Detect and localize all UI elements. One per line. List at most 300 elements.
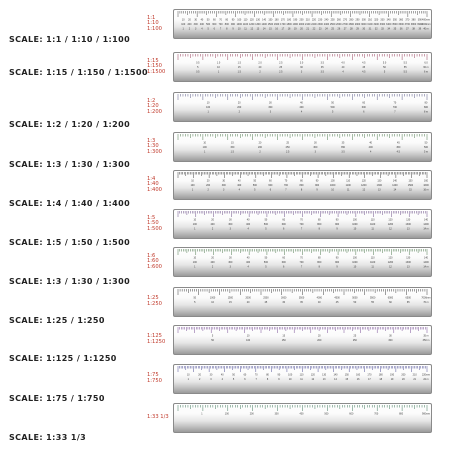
- ruler-tick-label: 26: [337, 27, 341, 31]
- ruler-tick-label: 130: [406, 218, 411, 222]
- ruler-tick-label: 500: [206, 23, 211, 26]
- ruler-tick-label: 8: [318, 265, 320, 269]
- scale-label: SCALE: 1:15 / 1:150 / 1:1500: [9, 68, 148, 77]
- ruler-tick-label: 30: [313, 141, 317, 145]
- ruler-tick-label: 210: [305, 18, 310, 22]
- ruler-tick-label: 13: [256, 27, 260, 31]
- ruler-tick-label: 2.5: [279, 70, 283, 74]
- ruler-tick-label: 100: [190, 184, 195, 187]
- ruler-tick-label: 500: [324, 412, 329, 416]
- ruler-tick-label: 14: [262, 27, 266, 31]
- ruler-tick-label: 8: [266, 378, 269, 381]
- ruler-tick-label: 21: [413, 378, 417, 381]
- ruler-tick-label: 40: [317, 301, 321, 304]
- ruler-tick-label: 600: [268, 184, 273, 187]
- scale-ratio: 1:250: [147, 300, 162, 307]
- ruler-tick-label: 600: [349, 412, 354, 416]
- ruler-tick-label: 400: [199, 23, 204, 26]
- ruler-tick-label: 1: [191, 188, 194, 192]
- ruler-tick-label: 80: [300, 179, 303, 183]
- ruler-tick-label: 1500: [267, 23, 274, 26]
- ruler-tick-label: 40: [246, 218, 250, 222]
- ruler-tick-label: 2: [238, 110, 240, 114]
- ruler-tick-label: 300: [268, 106, 273, 109]
- ruler-tick-label: 3500: [298, 296, 305, 300]
- ruler-tick-label: 250: [285, 146, 290, 149]
- ruler-tick-label: 3.5: [320, 61, 324, 65]
- ruler-graphic: [174, 248, 431, 276]
- ruler-tick-label: 50: [253, 179, 257, 183]
- ruler-tick-label: 180: [378, 373, 383, 377]
- ruler-tick-label: 36: [399, 27, 403, 31]
- ruler-tick-label: 1000: [329, 184, 336, 187]
- scale-ratio-stack: [147, 216, 162, 233]
- ruler-tick-label: 400: [299, 412, 304, 416]
- ruler-tick-label: 130: [255, 18, 260, 22]
- scale-ratio: 1:1250: [147, 338, 166, 345]
- ruler-tick-label: 35: [300, 301, 303, 304]
- ruler-tick-label: 800: [317, 223, 322, 226]
- ruler-tick-label: 800: [224, 23, 229, 26]
- ruler-tick-label: 12: [311, 378, 315, 381]
- ruler-tick-label: 10: [211, 301, 214, 304]
- ruler-tick-label: 500: [252, 184, 257, 187]
- ruler-tick-label: 38: [412, 27, 415, 31]
- ruler-tick-label: 1300: [255, 23, 261, 26]
- ruler-tick-label: 30: [362, 27, 366, 31]
- scale-ratio: 1:30: [147, 143, 159, 150]
- ruler-tick-label: 60: [243, 373, 247, 377]
- ruler-tick-label: 390: [417, 18, 422, 22]
- ruler-tick-label: 110: [346, 179, 351, 183]
- ruler-tick-label: 700: [283, 184, 288, 187]
- ruler-tick-label: 2100: [305, 23, 311, 26]
- ruler-tick-label: 37: [405, 27, 409, 31]
- ruler-tick-label: 15: [282, 334, 286, 338]
- ruler-tick-label: 3.0: [299, 61, 304, 65]
- ruler-tick-label: 170: [280, 18, 285, 22]
- ruler-tick-label: 100: [192, 223, 197, 226]
- ruler-tick-label: 160: [356, 373, 361, 377]
- ruler-tick-label: 60 m: [423, 66, 429, 69]
- ruler-tick-label: 600: [281, 223, 286, 226]
- ruler-tick-label: 6: [283, 227, 285, 231]
- ruler-tick-label: 2200: [311, 23, 317, 26]
- ruler-tick-label: 3300: [379, 23, 386, 26]
- ruler-tick-label: 80: [225, 18, 229, 22]
- ruler-tick-label: 1400: [423, 223, 429, 226]
- ruler-tick-label: 22 m: [423, 378, 429, 381]
- ruler-tick-label: 6: [269, 188, 272, 192]
- ruler-tick-label: 20: [300, 27, 303, 31]
- ruler-tick-label: 1100: [242, 23, 249, 26]
- ruler-tick-label: 400: [368, 146, 373, 149]
- ruler-tick-label: 400: [237, 184, 242, 187]
- ruler-tick-label: 70: [219, 18, 222, 22]
- ruler-tick-label: 1500: [227, 296, 234, 300]
- ruler-tick-label: 400: [299, 106, 304, 109]
- ruler-tick-label: 140: [333, 373, 338, 377]
- ruler-tick-label: 190: [293, 18, 298, 22]
- scale-ratio-stack: [147, 99, 162, 116]
- ruler-tick-label: 340: [386, 18, 391, 22]
- ruler-tick-label: 1000: [209, 296, 216, 300]
- ruler-tick-label: 1.5: [230, 150, 234, 154]
- ruler-tick-label: 14: [393, 188, 397, 192]
- ruler-tick-label: 5000: [352, 296, 358, 300]
- ruler-tick-label: 30: [229, 256, 232, 260]
- ruler-tick-label: 30: [229, 218, 232, 222]
- ruler-tick-label: 1300: [405, 223, 411, 226]
- ruler-tick-label: 2: [211, 265, 214, 269]
- ruler-tick-label: 1300: [376, 184, 382, 187]
- scale-label: SCALE: 1:25 / 1:250: [9, 316, 105, 325]
- ruler-tick-label: 4: [369, 150, 372, 154]
- ruler-tick-label: 15: [237, 66, 241, 69]
- scale-ratio: 1:40: [147, 181, 159, 188]
- scale-label: SCALE: 1:3 / 1:30 / 1:300: [9, 277, 131, 286]
- ruler-tick-label: 70 m: [423, 301, 429, 304]
- ruler-tick-label: 3600: [398, 23, 404, 26]
- scale-ratio: 1:150: [147, 63, 162, 70]
- ruler-tick-label: 20: [258, 141, 262, 145]
- ruler-tick-label: 30: [194, 18, 198, 22]
- ruler-tick-label: 350 m: [422, 339, 430, 342]
- ruler-tick-label: 280: [349, 18, 354, 22]
- ruler-tick-label: 140: [424, 256, 428, 260]
- ruler-tick-label: 15: [409, 188, 412, 192]
- ruler-tick-label: 10: [186, 373, 190, 377]
- ruler-tick-label: 6: [363, 110, 365, 114]
- ruler-graphic: [174, 53, 431, 81]
- scale-ratio-stack: [147, 254, 162, 271]
- ruler-tick-label: 40 m: [423, 27, 429, 31]
- ruler-tick-label: 0.5: [196, 61, 200, 65]
- ruler-tick-label: 11: [346, 188, 350, 192]
- ruler-tick-label: 16: [356, 378, 360, 381]
- ruler-tick-label: 5: [207, 27, 209, 31]
- ruler-tick-label: 800: [299, 184, 304, 187]
- ruler-tick-label: 1500: [407, 184, 414, 187]
- ruler-tick-label: 3: [223, 188, 225, 192]
- ruler-tick-label: 270: [343, 18, 348, 22]
- scale-ruler: [173, 9, 432, 39]
- scale-ratio-stack: [147, 59, 165, 76]
- scale-ruler: [173, 92, 432, 122]
- ruler-tick-label: 200: [210, 261, 215, 264]
- ruler-tick-label: 120: [361, 179, 366, 183]
- ruler-tick-label: 110: [243, 18, 248, 22]
- ruler-tick-label: 700: [218, 23, 223, 26]
- ruler-tick-label: 1600: [423, 184, 429, 187]
- ruler-tick-label: 10: [246, 334, 250, 338]
- ruler-tick-label: 5: [254, 188, 256, 192]
- ruler-tick-label: 2900: [354, 23, 361, 26]
- ruler-tick-label: 10: [191, 179, 194, 183]
- ruler-tick-label: 110: [370, 218, 375, 222]
- ruler-tick-label: 65: [406, 301, 410, 304]
- ruler-tick-label: 2000: [245, 296, 251, 300]
- ruler-tick-label: 10: [203, 141, 207, 145]
- ruler-tick-label: 400mm: [422, 18, 430, 22]
- ruler-tick-label: 40: [300, 101, 303, 105]
- ruler-tick-label: 700: [392, 106, 397, 109]
- ruler-tick-label: 10: [217, 66, 220, 69]
- ruler-tick-label: 25: [279, 66, 283, 69]
- ruler-tick-label: 200: [187, 23, 192, 26]
- ruler-tick-label: 140: [424, 218, 428, 222]
- ruler-graphic: [174, 133, 431, 161]
- ruler-graphic: [174, 404, 431, 432]
- ruler-tick-label: 700: [299, 261, 304, 264]
- ruler-tick-label: 5.5: [403, 61, 407, 65]
- scale-ratio: 1:20: [147, 103, 159, 110]
- ruler-graphic: [174, 365, 431, 393]
- ruler-tick-label: 20: [206, 179, 210, 183]
- scale-ruler: [173, 170, 432, 200]
- scale-ratio: 1:1500: [147, 68, 166, 75]
- ruler-tick-label: 5.5: [403, 70, 407, 74]
- ruler-tick-label: 1400: [392, 184, 398, 187]
- ruler-tick-label: 10: [288, 378, 292, 381]
- ruler-tick-label: 7: [285, 188, 287, 192]
- ruler-tick-label: 14 m: [423, 227, 429, 231]
- ruler-tick-label: 40: [341, 66, 345, 69]
- ruler-tick-label: 5: [265, 265, 267, 269]
- ruler-tick-label: 100: [288, 373, 293, 377]
- ruler-tick-label: 5: [194, 301, 196, 304]
- ruler-tick-label: 4.5: [362, 61, 366, 65]
- ruler-tick-label: 120: [388, 218, 393, 222]
- scale-ratio: 1:750: [147, 377, 162, 384]
- ruler-tick-label: 5.0: [382, 61, 387, 65]
- ruler-tick-label: 5500: [369, 296, 376, 300]
- ruler-tick-label: 3.5: [320, 70, 324, 74]
- scale-ratio-stack: [147, 334, 165, 345]
- ruler-tick-label: 600: [281, 261, 286, 264]
- ruler-tick-label: 50: [206, 18, 210, 22]
- ruler-tick-label: 10: [353, 265, 357, 269]
- ruler-tick-label: 360: [399, 18, 404, 22]
- ruler-tick-label: 260: [336, 18, 341, 22]
- ruler-tick-label: 290: [355, 18, 360, 22]
- ruler-tick-label: 6: [283, 265, 285, 269]
- ruler-tick-label: 35: [320, 66, 324, 69]
- ruler-tick-label: 60: [282, 256, 286, 260]
- ruler-tick-label: 5: [383, 70, 386, 74]
- ruler-tick-label: 1000: [236, 23, 242, 26]
- ruler-tick-label: 300: [221, 184, 226, 187]
- ruler-tick-label: 33: [381, 27, 384, 31]
- ruler-tick-label: 100: [206, 106, 211, 109]
- ruler-tick-label: 2300: [317, 23, 323, 26]
- ruler-tick-label: 2800: [348, 23, 354, 26]
- ruler-tick-label: 11: [244, 27, 247, 31]
- ruler-tick-label: 100: [352, 256, 357, 260]
- ruler-tick-label: 5: [265, 227, 267, 231]
- ruler-tick-label: 170: [367, 373, 372, 377]
- ruler-tick-label: 50: [383, 66, 386, 69]
- ruler-tick-label: 2: [211, 227, 214, 231]
- ruler-tick-label: 2.5: [279, 61, 283, 65]
- ruler-tick-label: 7: [394, 110, 396, 114]
- ruler-tick-label: 1: [217, 70, 220, 74]
- scale-label: SCALE: 1:33 1/3: [9, 433, 87, 442]
- ruler-tick-label: 8: [226, 27, 228, 31]
- ruler-tick-label: 4: [247, 227, 249, 231]
- ruler-tick-label: 9: [336, 227, 338, 231]
- ruler-tick-label: 60: [389, 301, 392, 304]
- ruler-graphic: [174, 171, 431, 199]
- scale-label: SCALE: 1:5 / 1:50 / 1:500: [9, 238, 131, 247]
- ruler-tick-label: 300: [274, 412, 279, 416]
- ruler-tick-label: 150: [344, 373, 349, 377]
- ruler-tick-label: 900: [315, 184, 320, 187]
- ruler-tick-label: 80: [317, 256, 321, 260]
- ruler-tick-label: 22: [312, 27, 316, 31]
- ruler-tick-label: 3: [195, 27, 197, 31]
- ruler-tick-label: 350: [341, 146, 345, 149]
- ruler-tick-label: 15: [229, 301, 232, 304]
- ruler-tick-label: 30: [222, 179, 226, 183]
- scale-ruler: [173, 209, 432, 239]
- ruler-tick-label: 45: [335, 301, 339, 304]
- ruler-tick-label: 200: [210, 223, 215, 226]
- ruler-tick-label: 3400: [385, 23, 392, 26]
- ruler-tick-label: 900mm: [422, 412, 430, 416]
- ruler-tick-label: 1200: [361, 184, 367, 187]
- ruler-tick-label: 220mm: [422, 373, 430, 377]
- ruler-tick-label: 90: [277, 373, 281, 377]
- ruler-tick-label: 2000: [298, 23, 305, 26]
- ruler-tick-label: 3: [210, 378, 212, 381]
- ruler-tick-label: 240: [324, 18, 329, 22]
- ruler-tick-label: 4000mm: [421, 23, 431, 26]
- ruler-tick-label: 17: [281, 27, 285, 31]
- ruler-tick-label: 110: [370, 256, 375, 260]
- ruler-tick-label: 250: [330, 18, 335, 22]
- ruler-tick-label: 1200: [249, 23, 255, 26]
- scale-ratio: 1:75: [147, 372, 159, 379]
- ruler-tick-label: 300: [228, 261, 233, 264]
- ruler-tick-label: 160: [424, 179, 428, 183]
- ruler-tick-label: 100: [237, 18, 242, 22]
- ruler-tick-label: 2.5: [286, 150, 290, 154]
- ruler-tick-label: 20: [211, 256, 214, 260]
- ruler-tick-label: 100: [181, 23, 186, 26]
- scale-ratio: 1:125: [147, 333, 162, 340]
- ruler-tick-label: 350: [392, 18, 397, 22]
- ruler-tick-label: 6.0: [424, 61, 428, 65]
- ruler-tick-label: 10: [331, 188, 334, 192]
- ruler-tick-label: 10: [237, 27, 241, 31]
- scale-ruler: [173, 403, 432, 433]
- ruler-tick-label: 31: [368, 27, 372, 31]
- ruler-tick-label: 50: [211, 339, 214, 342]
- ruler-tick-label: 25: [264, 301, 268, 304]
- ruler-tick-label: 15: [269, 27, 272, 31]
- scale-ratio-stack: [147, 16, 162, 33]
- ruler-tick-label: 1: [187, 378, 189, 381]
- scale-label: SCALE: 1:75 / 1:750: [9, 394, 105, 403]
- ruler-tick-label: 50: [193, 296, 197, 300]
- ruler-tick-label: 140: [392, 179, 397, 183]
- ruler-tick-label: 130: [377, 179, 382, 183]
- ruler-tick-label: 1300: [405, 261, 411, 264]
- ruler-tick-label: 180: [287, 18, 292, 22]
- ruler-tick-label: 330: [380, 18, 385, 22]
- ruler-tick-label: 60: [269, 179, 272, 183]
- ruler-tick-label: 100: [224, 412, 229, 416]
- ruler-tick-label: 20: [402, 378, 405, 381]
- scale-ratio: 1:300: [147, 148, 162, 155]
- ruler-tick-label: 380: [411, 18, 416, 22]
- scale-ratio: 1:33 1/3: [147, 414, 169, 421]
- ruler-tick-label: 3500: [392, 23, 398, 26]
- ruler-tick-label: 35: [393, 27, 397, 31]
- ruler-tick-label: 13: [406, 227, 410, 231]
- ruler-tick-label: 300: [388, 339, 393, 342]
- ruler-tick-label: 3: [269, 110, 272, 114]
- ruler-tick-label: 50: [331, 101, 334, 105]
- scale-ratio: 1:200: [147, 108, 162, 115]
- ruler-tick-label: 3: [229, 265, 232, 269]
- ruler-tick-label: 16 m: [423, 188, 429, 192]
- ruler-tick-label: 210: [412, 373, 417, 377]
- scale-ratio-stack: [147, 296, 162, 307]
- ruler-tick-label: 11: [371, 265, 374, 269]
- ruler-tick-label: 90: [231, 18, 235, 22]
- ruler-tick-label: 1400: [261, 23, 267, 26]
- ruler-tick-label: 55: [403, 66, 407, 69]
- ruler-tick-label: 4: [201, 27, 203, 31]
- ruler-tick-label: 2500: [263, 296, 269, 300]
- ruler-tick-label: 500: [263, 261, 268, 264]
- ruler-tick-label: 400: [246, 223, 251, 226]
- ruler-tick-label: 40: [237, 179, 241, 183]
- ruler-tick-label: 1.5: [237, 61, 241, 65]
- ruler-tick-label: 1: [207, 110, 209, 114]
- ruler-tick-label: 3900: [417, 23, 423, 26]
- ruler-tick-label: 3700: [404, 23, 410, 26]
- ruler-tick-label: 29: [356, 27, 359, 31]
- ruler-tick-label: 1100: [370, 261, 376, 264]
- scale-label: SCALE: 1:4 / 1:40 / 1:400: [9, 199, 131, 208]
- ruler-tick-label: 310: [367, 18, 372, 22]
- ruler-tick-label: 120: [388, 256, 393, 260]
- ruler-tick-label: 12: [389, 227, 392, 231]
- ruler-tick-label: 13: [322, 378, 326, 381]
- ruler-tick-label: 70: [300, 256, 303, 260]
- ruler-tick-label: 150: [281, 339, 286, 342]
- ruler-tick-label: 220: [311, 18, 316, 22]
- scale-ruler: [173, 52, 432, 82]
- scale-ruler: [173, 364, 432, 394]
- ruler-tick-label: 500: [330, 106, 335, 109]
- ruler-tick-label: 5: [232, 378, 235, 381]
- ruler-tick-label: 70: [284, 179, 288, 183]
- scale-ratio: 1:2: [147, 97, 156, 104]
- ruler-tick-label: 4: [221, 378, 223, 381]
- ruler-graphic: [174, 93, 431, 121]
- ruler-tick-label: 1: [194, 227, 196, 231]
- ruler-tick-label: 9: [232, 27, 234, 31]
- scale-ruler: [173, 247, 432, 277]
- ruler-tick-label: 500: [263, 223, 268, 226]
- ruler-tick-label: 5: [197, 66, 199, 69]
- ruler-tick-label: 1900: [292, 23, 298, 26]
- ruler-tick-label: 14 m: [423, 265, 429, 269]
